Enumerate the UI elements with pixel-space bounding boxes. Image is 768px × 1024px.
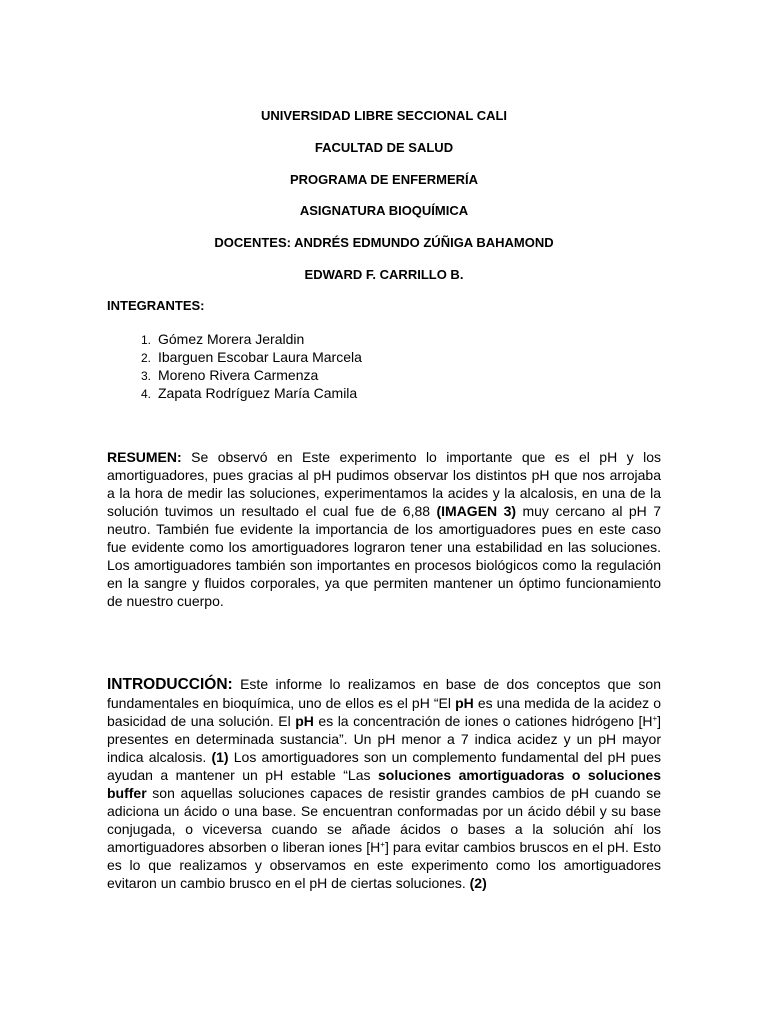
intro-superscript-2: + — [380, 840, 385, 849]
list-number: 4. — [140, 387, 151, 401]
members-list — [107, 330, 507, 402]
resumen-label: RESUMEN: — [107, 449, 182, 465]
intro-text-7: ] para evitar cambios bruscos en el pH. Esto es lo que realizamos y observamos en este experimento como los amortiguadores evitaron un cambio brusco en el pH de ciertas soluciones. — [107, 839, 662, 891]
intro-bold-ph-1: pH — [455, 695, 474, 711]
intro-text-4: ] presentes en determinada sustancia”. Un pH menor a 7 indica acidez y un pH mayor indica alcalosis. — [107, 713, 661, 765]
intro-ref-1: (1) — [211, 749, 229, 765]
intro-bold-buffer: soluciones amortiguadoras o soluciones buffer — [107, 767, 661, 801]
intro-ref-2: (2) — [469, 875, 487, 891]
list-item — [107, 330, 507, 348]
list-number: 1. — [140, 333, 151, 347]
list-number: 2. — [140, 351, 151, 365]
intro-text-5: Los amortiguadores son un complemento fundamental del pH pues ayudan a mantener un pH estable “Las — [107, 749, 661, 783]
list-item — [107, 366, 507, 384]
members-label: INTEGRANTES: — [107, 298, 205, 313]
list-item — [107, 348, 507, 366]
intro-text-3: es la concentración de iones o cationes hidrógeno [H — [313, 713, 653, 729]
intro-paragraph — [107, 675, 661, 892]
member-name: Gómez Morera Jeraldin — [158, 331, 305, 347]
subject-name: ASIGNATURA BIOQUÍMICA — [299, 203, 469, 218]
list-item — [107, 384, 507, 402]
resumen-ref: (IMAGEN 3) — [436, 503, 517, 519]
teachers-line-2: EDWARD F. CARRILLO B. — [304, 267, 464, 282]
intro-text-6: son aquellas soluciones capaces de resistir grandes cambios de pH cuando se adiciona un ácido o una base. Se encuentran conformadas por un ácido débil y su base conjugada, o viceversa cuando se añade ácidos o bases a la solución ahí los amortiguadores absorben o liberan iones [H — [107, 785, 661, 855]
resumen-text-1: Se observó en Este experimento lo importante que es el pH y los amortiguadores, pues gracias al pH pudimos observar los distintos pH que nos arrojaba a la hora de medir las soluciones, experimentamos la acides y la alcalosis, en una de la solución tuvimos un resultado el cual fue de 6,88 — [107, 449, 661, 519]
member-name: Moreno Rivera Carmenza — [158, 367, 319, 383]
intro-text-1: Este informe lo realizamos en base de dos conceptos que son fundamentales en bioquímica, uno de ellos es el pH “El — [107, 676, 661, 711]
intro-superscript-1: + — [652, 714, 658, 723]
intro-text-2: es una medida de la acidez o basicidad de una solución. El — [107, 695, 661, 729]
program-name: PROGRAMA DE ENFERMERÍA — [289, 172, 479, 187]
faculty-name: FACULTAD DE SALUD — [314, 140, 454, 155]
member-name: Ibarguen Escobar Laura Marcela — [158, 349, 362, 365]
resumen-paragraph — [107, 448, 661, 610]
resumen-text-2: muy cercano al pH 7 neutro. También fue evidente la importancia de los amortiguadores pues en este caso fue evidente como los amortiguadores lograron tener una estabilidad en las soluciones. Los amortiguadores también son importantes en procesos biológicos como la regulación en la sangre y fluidos corporales, ya que permiten mantener un óptimo funcionamiento de nuestro cuerpo. — [107, 503, 662, 609]
list-number: 3. — [140, 369, 151, 383]
intro-label: INTRODUCCIÓN: — [107, 676, 233, 693]
member-name: Zapata Rodríguez María Camila — [158, 385, 358, 401]
intro-bold-ph-2: pH — [295, 713, 314, 729]
teachers-line-1: DOCENTES: ANDRÉS EDMUNDO ZÚÑIGA BAHAMOND — [214, 235, 554, 250]
university-name: UNIVERSIDAD LIBRE SECCIONAL CALI — [260, 108, 508, 123]
